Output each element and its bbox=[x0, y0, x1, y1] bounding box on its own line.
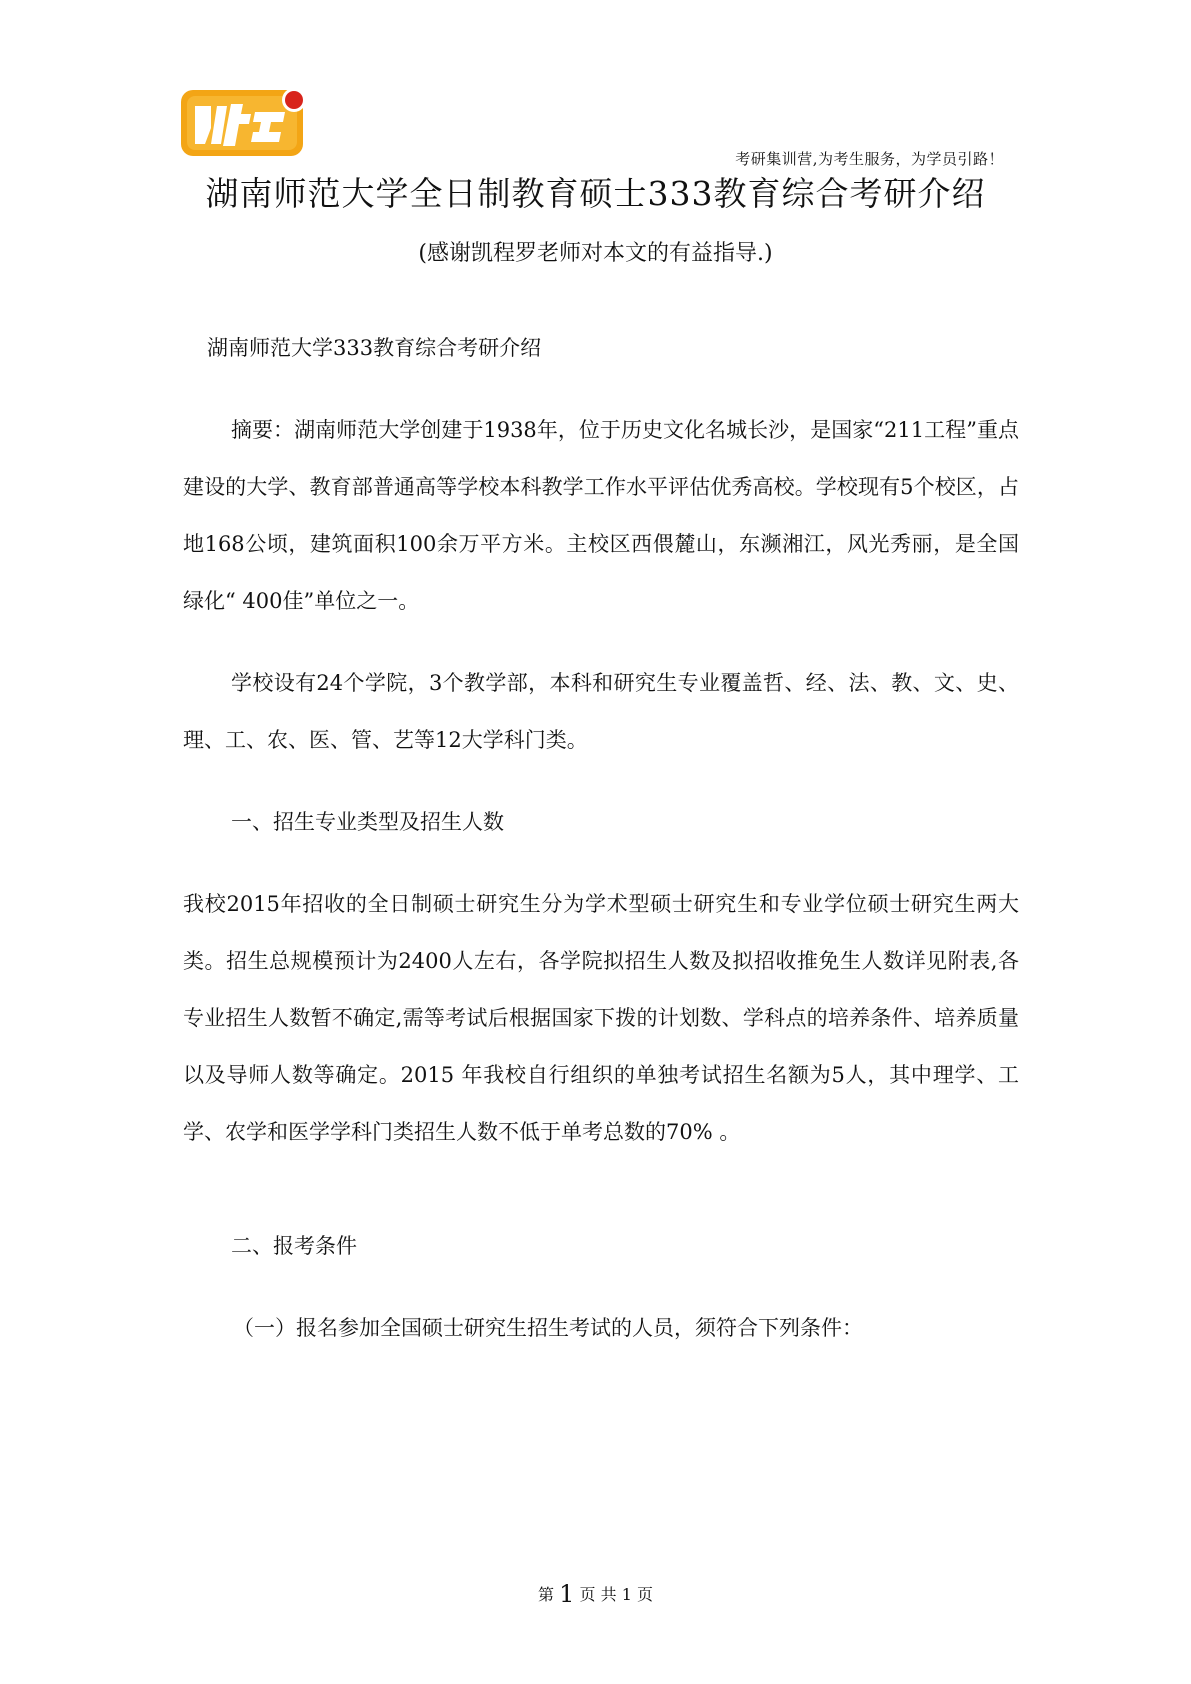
section-2-heading: 二、报考条件 bbox=[231, 1234, 357, 1258]
document-body bbox=[183, 320, 1019, 1357]
sub-heading: 湖南师范大学333教育综合考研介绍 bbox=[207, 336, 542, 360]
section-2-item-1: （一）报名参加全国硕士研究生招生考试的人员，须符合下列条件： bbox=[233, 1316, 863, 1340]
page-footer bbox=[0, 1580, 1191, 1608]
footer-suffix: 页 共 1 页 bbox=[579, 1585, 653, 1604]
abstract-paragraph: 摘要：湖南师范大学创建于1938年，位于历史文化名城长沙，是国家“211工程”重点建设的大学、教育部普通高等学校本科教学工作水平评估优秀高校。学校现有5个校区，占地168公顷，建筑面积100余万平方米。主校区西偎麓山，东濒湘江，风光秀丽，是全国绿化“ 400佳”单位之一。 bbox=[183, 418, 1019, 613]
colleges-paragraph: 学校设有24个学院，3个教学部，本科和研究生专业覆盖哲、经、法、教、文、史、理、工、农、医、管、艺等12大学科门类。 bbox=[183, 671, 1019, 752]
section-1-body: 我校2015年招收的全日制硕士研究生分为学术型硕士研究生和专业学位硕士研究生两大类。招生总规模预计为2400人左右，各学院拟招生人数及拟招收推免生人数详见附表,各专业招生人数暂不确定,需等考试后根据国家下拨的计划数、学科点的培养条件、培养质量以及导师人数等确定。2015 年我校自行组织的单独考试招生名额为5人，其中理学、工学、农学和医学学科门类招生人数不低于单考总数的70% 。 bbox=[183, 892, 1019, 1144]
footer-page-number: 1 bbox=[559, 1580, 575, 1608]
section-1-heading: 一、招生专业类型及招生人数 bbox=[231, 810, 504, 834]
kaicheng-logo bbox=[181, 84, 317, 162]
document-subtitle: (感谢凯程罗老师对本文的有益指导.) bbox=[418, 241, 773, 266]
header-slogan: 考研集训营,为考生服务，为学员引路！ bbox=[735, 150, 1004, 168]
document-title: 湖南师范大学全日制教育硕士333教育综合考研介绍 bbox=[205, 174, 986, 213]
footer-prefix: 第 bbox=[538, 1585, 555, 1604]
